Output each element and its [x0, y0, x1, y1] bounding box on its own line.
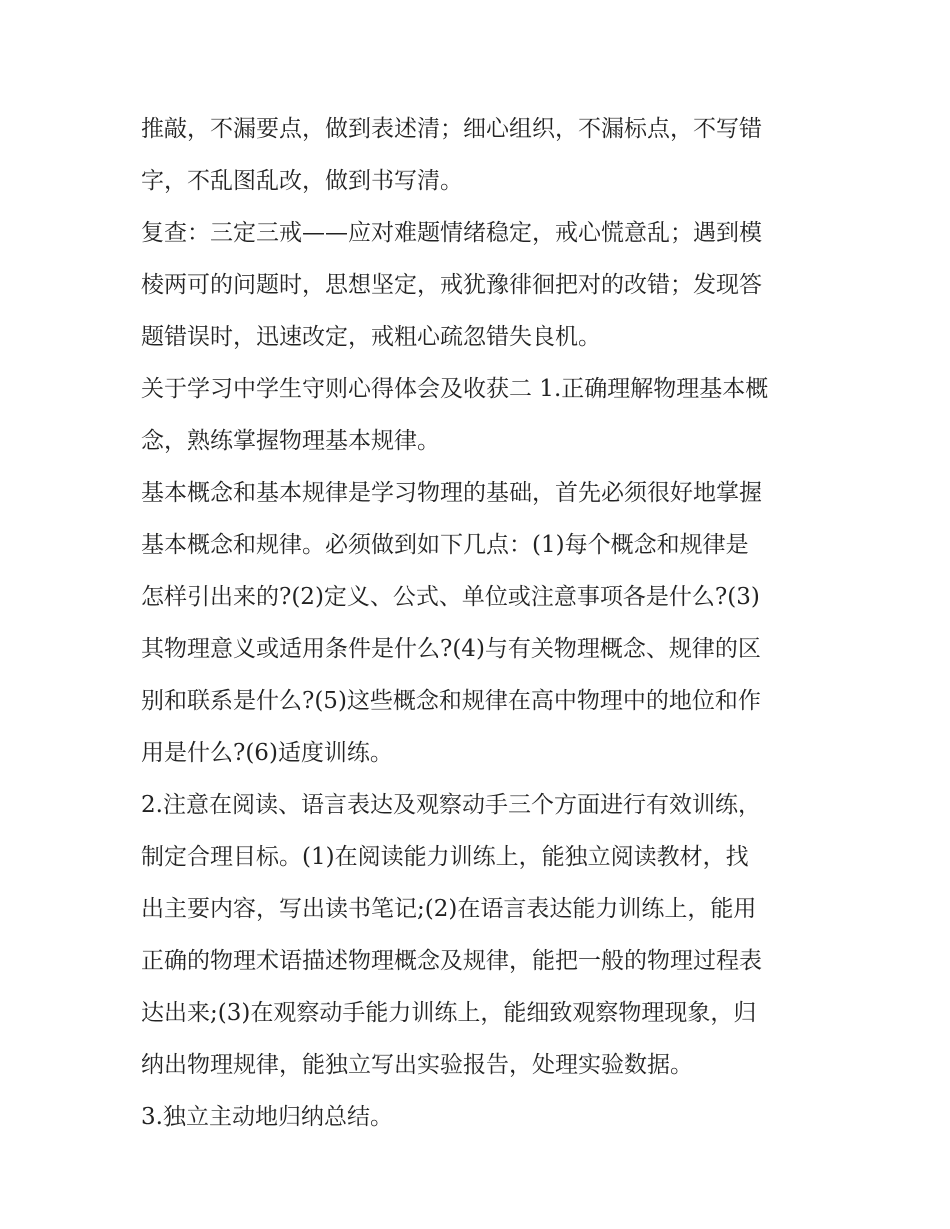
body-text: [141, 103, 813, 1143]
text-line-14: 2.注意在阅读、语言表达及观察动手三个方面进行有效训练，: [141, 792, 761, 818]
text-line-2: 字，不乱图乱改，做到书写清。: [141, 168, 463, 194]
text-line-3: 复查：三定三戒——应对难题情绪稳定，戒心慌意乱；遇到模: [141, 220, 762, 246]
text-line-7: 念，熟练掌握物理基本规律。: [141, 428, 440, 454]
text-line-9: 基本概念和规律。必须做到如下几点：(1)每个概念和规律是: [141, 532, 749, 558]
text-line-8: 基本概念和基本规律是学习物理的基础，首先必须很好地掌握: [141, 480, 762, 506]
text-line-15: 制定合理目标。(1)在阅读能力训练上，能独立阅读教材，找: [141, 844, 749, 870]
text-line-12: 别和联系是什么?(5)这些概念和规律在高中物理中的地位和作: [141, 688, 761, 714]
text-line-19: 纳出物理规律，能独立写出实验报告，处理实验数据。: [141, 1052, 693, 1078]
text-line-16: 出主要内容，写出读书笔记;(2)在语言表达能力训练上，能用: [141, 896, 757, 922]
text-line-1: 推敲，不漏要点，做到表述清；细心组织，不漏标点，不写错: [141, 116, 762, 142]
text-line-20: 3.独立主动地归纳总结。: [141, 1104, 393, 1130]
text-line-17: 正确的物理术语描述物理概念及规律，能把一般的物理过程表: [141, 948, 762, 974]
text-line-10: 怎样引出来的?(2)定义、公式、单位或注意事项各是什么?(3): [141, 584, 760, 610]
text-line-13: 用是什么?(6)适度训练。: [141, 740, 393, 766]
text-line-18: 达出来;(3)在观察动手能力训练上，能细致观察物理现象，归: [141, 1000, 757, 1026]
text-line-5: 题错误时，迅速改定，戒粗心疏忽错失良机。: [141, 324, 601, 350]
text-line-11: 其物理意义或适用条件是什么?(4)与有关物理概念、规律的区: [141, 636, 761, 662]
text-line-6: 关于学习中学生守则心得体会及收获二 1.正确理解物理基本概: [141, 376, 769, 402]
text-line-4: 棱两可的问题时，思想坚定，戒犹豫徘徊把对的改错；发现答: [141, 272, 762, 298]
